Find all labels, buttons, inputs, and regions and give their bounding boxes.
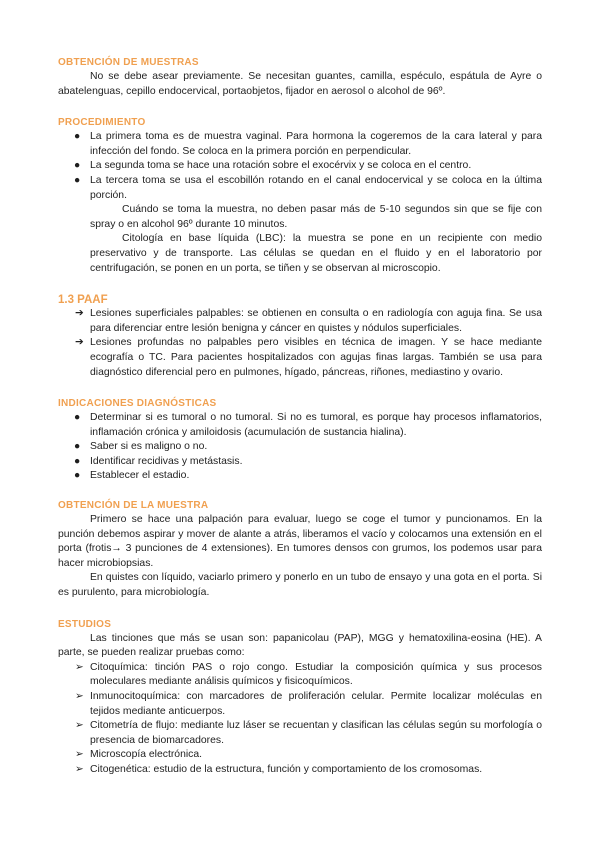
paragraph-puncion: Primero se hace una palpación para evaluar, luego se coge el tumor y puncionamos. En la punción debemos aspirar y mover de alante a atrás, liberamos el vacío y colocamos una extensión en el porta (frotis→ 3 punciones de 4 extensiones). En tumores densos con grumos, los podemos usar para hacer microbiopsias.: [58, 514, 542, 569]
heading-paaf: 1.3 PAAF: [58, 294, 108, 307]
bullet-icon: ●: [74, 174, 81, 186]
bullet-icon: ●: [74, 412, 81, 424]
bullet-icon: ●: [74, 131, 81, 143]
list-item: ➔ Lesiones superficiales palpables: se obtienen en consulta o en radiología con aguja fina. Se usa para diferenciar entre lesión benigna y cáncer en quistes y nódulos superficiales.: [75, 308, 542, 334]
paragraph-materiales: No se debe asear previamente. Se necesitan guantes, camilla, espéculo, espátula de Ayre o abatelenguas, cepillo endocervical, portaobjetos, fijador en aerosol o alcohol de 96º.: [58, 71, 542, 97]
chevron-arrow-icon: ➢: [75, 691, 84, 702]
arrow-icon: ➔: [75, 337, 84, 349]
list-item: ● Determinar si es tumoral o no tumoral. Si no es tumoral, es porque hay procesos inflamatorios, inflamación crónica y amiloidosis (acumulación de sustancia hialina).: [74, 412, 542, 438]
bullet-icon: ●: [74, 470, 81, 482]
bullet-icon: ●: [74, 441, 81, 453]
list-item: ➢ Citometría de flujo: mediante luz láser se recuentan y clasifican las células según su morfología o presencia de biomarcadores.: [75, 720, 542, 746]
list-item: ● Saber si es maligno o no.: [58, 440, 542, 455]
heading-indicaciones: INDICACIONES DIAGNÓSTICAS: [58, 398, 217, 410]
bullet-icon: ●: [74, 455, 81, 467]
list-item: ● La segunda toma se hace una rotación sobre el exocérvix y se coloca en el centro.: [58, 159, 542, 174]
list-item: ➢ Citogenética: estudio de la estructura, función y comportamiento de los cromosomas.: [58, 763, 542, 778]
paragraph-fijacion: Cuándo se toma la muestra, no deben pasar más de 5-10 segundos sin que se fije con spray o en alcohol 96º durante 10 minutos.: [90, 204, 542, 230]
list-item: ● La tercera toma se usa el escobillón rotando en el canal endocervical y se coloca en la última porción.: [74, 174, 542, 201]
chevron-arrow-icon: ➢: [75, 720, 84, 732]
heading-obtencion-muestras: OBTENCIÓN DE MUESTRAS: [58, 57, 199, 68]
document-page: [58, 56, 542, 778]
paaf-list: [58, 307, 542, 380]
list-item: ➔ Lesiones profundas no palpables pero visibles en técnica de imagen. Y se hace mediante ecografía o TC. Para pacientes hospitalizados con agujas finas largas. También se usa para diagnóstico diferencial pero en pulmones, hígado, páncreas, riñones, mediastino y ovario.: [75, 337, 542, 378]
chevron-arrow-icon: ➢: [75, 763, 84, 775]
paragraph-tinciones: Las tinciones que más se usan son: papanicolau (PAP), MGG y hematoxilina-eosina (HE). A parte, se pueden realizar pruebas como:: [58, 632, 542, 659]
list-item: ➢ Microscopía electrónica.: [58, 748, 542, 763]
list-item: ➢ Inmunocitoquímica: con marcadores de proliferación celular. Permite localizar moléculas en tejidos mediante anticuerpos.: [75, 691, 542, 717]
list-item: ● Establecer el estadio.: [58, 469, 542, 484]
list-item: ● La primera toma es de muestra vaginal. Para hormona la cogeremos de la cara lateral y para infección del fondo. Se coloca en la primera porción en perpendicular.: [74, 131, 542, 157]
chevron-arrow-icon: ➢: [75, 661, 84, 673]
arrow-icon: ➔: [75, 308, 84, 320]
indicaciones-list: [58, 411, 542, 484]
chevron-arrow-icon: ➢: [75, 749, 84, 761]
heading-procedimiento: PROCEDIMIENTO: [58, 117, 146, 129]
paragraph-lbc: Citología en base líquida (LBC): la muestra se pone en un recipiente con medio preservativo y de transporte. Las células se quedan en el fluido y en el laboratorio por centrifugación, se ponen en un porta, se tiñen y se observan al microscopio.: [90, 233, 542, 274]
paragraph-quistes: En quistes con líquido, vaciarlo primero y ponerlo en un tubo de ensayo y una gota en el porta. Si es purulento, para microbiología.: [58, 572, 542, 599]
procedimiento-list: [58, 130, 542, 203]
list-item: ● Identificar recidivas y metástasis.: [58, 455, 542, 470]
heading-obtencion-muestra: OBTENCIÓN DE LA MUESTRA: [58, 500, 209, 512]
heading-estudios: ESTUDIOS: [58, 618, 112, 630]
list-item: ➢ Citoquímica: tinción PAS o rojo congo. Estudiar la composición química y sus procesos moleculares mediante análisis químicos y fisicoquímicos.: [75, 661, 542, 688]
bullet-icon: ●: [74, 160, 81, 172]
estudios-list: [58, 661, 542, 778]
